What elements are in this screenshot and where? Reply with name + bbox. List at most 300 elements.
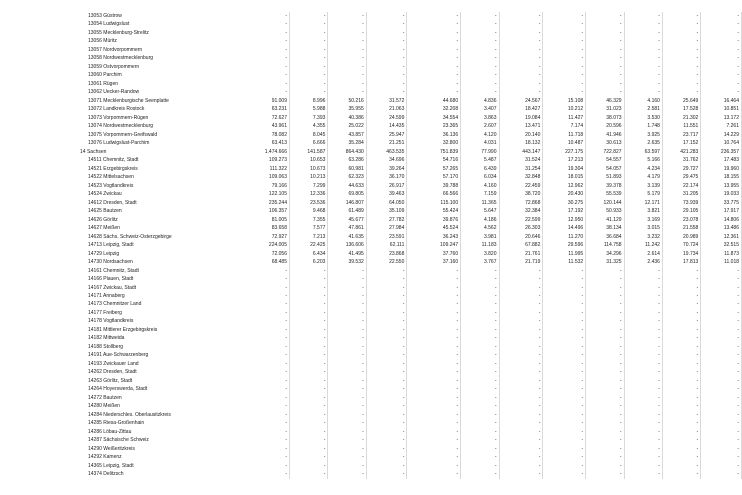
value-cell: 37.160 [407, 258, 461, 266]
value-cell: 2.581 [624, 105, 662, 113]
value-cell: 25.022 [328, 122, 366, 130]
value-cell: - [407, 385, 461, 393]
value-cell: - [624, 20, 662, 28]
value-cell: 31.572 [366, 97, 407, 105]
value-cell: 12.950 [543, 216, 586, 224]
table-row [52, 182, 742, 190]
value-cell: 17.213 [543, 156, 586, 164]
value-cell: 35.284 [328, 139, 366, 147]
value-cell: - [586, 20, 624, 28]
value-cell: - [499, 411, 543, 419]
value-cell: 91.009 [247, 97, 289, 105]
value-cell: - [407, 436, 461, 444]
value-cell: - [499, 334, 543, 342]
value-cell: - [461, 402, 499, 410]
value-cell: - [366, 351, 407, 359]
value-cell: - [701, 284, 742, 292]
value-cell: - [407, 309, 461, 317]
value-cell: - [366, 334, 407, 342]
region-name-cell: 13058 Nordwestmecklenburg [88, 55, 154, 62]
value-cell: 5.179 [624, 190, 662, 198]
value-cell: 19.960 [701, 165, 742, 173]
value-cell: - [247, 394, 289, 402]
value-cell: - [328, 275, 366, 283]
value-cell: 14.806 [701, 216, 742, 224]
value-cell: 7.299 [290, 182, 328, 190]
value-cell: - [586, 29, 624, 37]
value-cell: - [290, 88, 328, 96]
value-cell: 120.144 [586, 199, 624, 207]
value-cell: 443.147 [499, 148, 543, 156]
value-cell: - [662, 428, 700, 436]
value-cell: - [586, 300, 624, 308]
value-cell: 17.917 [701, 207, 742, 215]
value-cell: - [624, 88, 662, 96]
value-cell: - [624, 317, 662, 325]
value-cell: - [624, 462, 662, 470]
value-cell: - [461, 71, 499, 79]
value-cell: 63.413 [247, 139, 289, 147]
value-cell: - [366, 402, 407, 410]
value-cell: - [662, 317, 700, 325]
value-cell: 11.242 [624, 241, 662, 249]
region-name-cell: 14181 Mittlerer Erzgebirgskreis [88, 326, 158, 333]
value-cell: 18.015 [543, 173, 586, 181]
table-row [52, 453, 742, 461]
table-row [52, 12, 742, 20]
value-cell: - [407, 80, 461, 88]
value-cell: - [290, 267, 328, 275]
value-cell: - [701, 368, 742, 376]
value-cell: - [624, 419, 662, 427]
table-row [52, 326, 742, 334]
table-row [52, 402, 742, 410]
value-cell: - [624, 394, 662, 402]
value-cell: - [701, 80, 742, 88]
value-cell: - [499, 37, 543, 45]
value-cell: 235.244 [247, 199, 289, 207]
region-name-cell: 14173 Chemnitzer Land [88, 301, 142, 308]
table-row [52, 470, 742, 478]
value-cell: - [366, 470, 407, 478]
value-cell: - [662, 334, 700, 342]
value-cell: - [499, 88, 543, 96]
region-name-cell: 14628 Sächs. Schweiz-Osterzgebirge [88, 233, 172, 240]
value-cell: 44.633 [328, 182, 366, 190]
value-cell: - [328, 402, 366, 410]
value-cell: - [461, 462, 499, 470]
value-cell: - [624, 80, 662, 88]
value-cell: 109.247 [407, 241, 461, 249]
value-cell: - [290, 46, 328, 54]
region-name-cell: 14285 Riesa-Großenhain [88, 420, 145, 427]
value-cell: 30.613 [586, 139, 624, 147]
value-cell: - [701, 20, 742, 28]
value-cell: - [407, 12, 461, 20]
value-cell: - [586, 88, 624, 96]
value-cell: - [624, 436, 662, 444]
region-name-cell: 13061 Rügen [88, 80, 119, 87]
value-cell: - [624, 343, 662, 351]
value-cell: 10.487 [543, 139, 586, 147]
table-row [52, 292, 742, 300]
value-cell: - [247, 343, 289, 351]
value-cell: - [499, 275, 543, 283]
value-cell: - [662, 368, 700, 376]
value-cell: - [461, 385, 499, 393]
value-cell: - [461, 428, 499, 436]
value-cell: - [701, 317, 742, 325]
value-cell: - [624, 284, 662, 292]
value-cell: 3.139 [624, 182, 662, 190]
value-cell: - [461, 29, 499, 37]
value-cell: - [624, 368, 662, 376]
value-cell: 24.567 [499, 97, 543, 105]
value-cell: 68.485 [247, 258, 289, 266]
value-cell: - [407, 360, 461, 368]
value-cell: - [247, 46, 289, 54]
value-cell: - [499, 71, 543, 79]
value-cell: - [662, 29, 700, 37]
value-cell: 4.355 [290, 122, 328, 130]
value-cell: - [662, 470, 700, 478]
value-cell: - [461, 351, 499, 359]
value-cell: - [407, 351, 461, 359]
value-cell: - [461, 394, 499, 402]
value-cell: 421.283 [662, 148, 700, 156]
table-row [52, 114, 742, 122]
region-name-cell: 13056 Müritz [88, 38, 117, 45]
value-cell: - [247, 377, 289, 385]
value-cell: 39.264 [366, 165, 407, 173]
value-cell: 106.357 [247, 207, 289, 215]
value-cell: 31.205 [662, 190, 700, 198]
value-cell: - [543, 326, 586, 334]
value-cell: - [328, 377, 366, 385]
value-cell: - [499, 292, 543, 300]
value-cell: 72.056 [247, 250, 289, 258]
value-cell: 9.468 [290, 207, 328, 215]
value-cell: 55.424 [407, 207, 461, 215]
value-cell: - [543, 470, 586, 478]
value-cell: 21.558 [662, 224, 700, 232]
value-cell: 236.357 [701, 148, 742, 156]
value-cell: - [290, 275, 328, 283]
value-cell: 10.653 [290, 156, 328, 164]
value-cell: - [366, 428, 407, 436]
value-cell: - [328, 300, 366, 308]
value-cell: - [247, 385, 289, 393]
value-cell: - [247, 419, 289, 427]
value-cell: - [328, 54, 366, 62]
value-cell: - [407, 453, 461, 461]
value-cell: - [543, 12, 586, 20]
value-cell: - [407, 411, 461, 419]
value-cell: 111.322 [247, 165, 289, 173]
value-cell: - [543, 419, 586, 427]
region-name-cell: 14177 Freiberg [88, 309, 122, 316]
value-cell: - [701, 445, 742, 453]
value-cell: - [662, 385, 700, 393]
value-cell: - [543, 453, 586, 461]
value-cell: - [543, 54, 586, 62]
value-cell: - [543, 385, 586, 393]
value-cell: 109.273 [247, 156, 289, 164]
table-row [52, 173, 742, 181]
value-cell: - [586, 54, 624, 62]
value-cell: - [499, 470, 543, 478]
table-row [52, 122, 742, 130]
value-cell: 114.758 [586, 241, 624, 249]
value-cell: 18.132 [499, 139, 543, 147]
value-cell: - [499, 385, 543, 393]
value-cell: 32.208 [407, 105, 461, 113]
value-cell: - [407, 292, 461, 300]
value-cell: 24.599 [366, 114, 407, 122]
value-cell: 13.955 [701, 182, 742, 190]
value-cell: 16.464 [701, 97, 742, 105]
value-cell: - [701, 275, 742, 283]
table-row [52, 97, 742, 105]
value-cell: - [247, 88, 289, 96]
value-cell: - [407, 343, 461, 351]
value-cell: - [662, 275, 700, 283]
table-row [52, 309, 742, 317]
value-cell: - [461, 360, 499, 368]
value-cell: 31.524 [499, 156, 543, 164]
value-cell: - [662, 419, 700, 427]
value-cell: - [247, 326, 289, 334]
value-cell: 23.078 [662, 216, 700, 224]
value-cell: - [366, 309, 407, 317]
value-cell: 19.033 [701, 190, 742, 198]
value-cell: 4.120 [461, 131, 499, 139]
value-cell: - [407, 402, 461, 410]
value-cell: - [586, 351, 624, 359]
value-cell: 20.596 [586, 122, 624, 130]
region-name-cell: 14280 Meißen [88, 403, 120, 410]
value-cell: - [701, 411, 742, 419]
value-cell: 11.270 [543, 233, 586, 241]
region-name-cell: 14713 Leipzig, Stadt [88, 242, 134, 249]
value-cell: 11.365 [461, 199, 499, 207]
value-cell: - [328, 292, 366, 300]
value-cell: - [662, 351, 700, 359]
value-cell: - [461, 309, 499, 317]
value-cell: - [543, 334, 586, 342]
value-cell: - [499, 462, 543, 470]
value-cell: - [328, 419, 366, 427]
region-name-cell: 13055 Mecklenburg-Strelitz [88, 29, 149, 36]
value-cell: - [586, 419, 624, 427]
value-cell: - [366, 317, 407, 325]
value-cell: - [290, 80, 328, 88]
region-name-cell: 14166 Plauen, Stadt [88, 276, 134, 283]
value-cell: - [247, 71, 289, 79]
value-cell: - [701, 402, 742, 410]
value-cell: - [366, 88, 407, 96]
value-cell: - [701, 377, 742, 385]
value-cell: - [586, 411, 624, 419]
value-cell: - [461, 445, 499, 453]
value-cell: 35.109 [366, 207, 407, 215]
value-cell: 25.947 [366, 131, 407, 139]
value-cell: - [662, 436, 700, 444]
value-cell: - [247, 275, 289, 283]
table-row [52, 63, 742, 71]
value-cell: - [366, 46, 407, 54]
value-cell: 12.171 [624, 199, 662, 207]
value-cell: - [461, 411, 499, 419]
value-cell: 26.303 [499, 224, 543, 232]
region-name-cell: 14161 Chemnitz, Stadt [88, 267, 139, 274]
value-cell: - [543, 411, 586, 419]
region-name-cell: 13053 Güstrow [88, 13, 122, 19]
value-cell: - [499, 360, 543, 368]
value-cell: - [366, 462, 407, 470]
value-cell: - [543, 292, 586, 300]
value-cell: - [662, 267, 700, 275]
value-cell: - [366, 54, 407, 62]
value-cell: 4.234 [624, 165, 662, 173]
region-name-cell: 13073 Vorpommern-Rügen [88, 114, 149, 121]
value-cell: 13.471 [499, 122, 543, 130]
region-name-cell: 13060 Parchim [88, 72, 122, 79]
value-cell: - [247, 80, 289, 88]
value-cell: 4.562 [461, 224, 499, 232]
value-cell: - [407, 462, 461, 470]
value-cell: 36.170 [366, 173, 407, 181]
value-cell: - [407, 46, 461, 54]
value-cell: - [290, 453, 328, 461]
value-cell: 4.179 [624, 173, 662, 181]
value-cell: - [407, 377, 461, 385]
value-cell: - [662, 326, 700, 334]
value-cell: - [247, 445, 289, 453]
value-cell: 44.680 [407, 97, 461, 105]
value-cell: 136.606 [328, 241, 366, 249]
value-cell: - [624, 385, 662, 393]
district-table [52, 12, 742, 479]
value-cell: 39.876 [407, 216, 461, 224]
region-name-cell: 14286 Löbau-Zittau [88, 428, 132, 435]
value-cell: 31.254 [499, 165, 543, 173]
value-cell: - [290, 385, 328, 393]
value-cell: 115.100 [407, 199, 461, 207]
value-cell: - [586, 37, 624, 45]
value-cell: - [366, 284, 407, 292]
value-cell: - [543, 368, 586, 376]
value-cell: - [662, 445, 700, 453]
value-cell: 4.836 [461, 97, 499, 105]
value-cell: 21.302 [662, 114, 700, 122]
value-cell: - [366, 275, 407, 283]
value-cell: - [543, 402, 586, 410]
value-cell: - [366, 360, 407, 368]
value-cell: 141.587 [290, 148, 328, 156]
region-name-cell: 14178 Vogtlandkreis [88, 318, 134, 325]
table-row [52, 428, 742, 436]
value-cell: - [701, 419, 742, 427]
value-cell: - [407, 394, 461, 402]
region-name-cell: 14287 Sächsische Schweiz [88, 437, 149, 444]
value-cell: 722.827 [586, 148, 624, 156]
value-cell: - [662, 292, 700, 300]
value-cell: 751.839 [407, 148, 461, 156]
value-cell: - [247, 368, 289, 376]
value-cell: 67.882 [499, 241, 543, 249]
value-cell: 12.962 [543, 182, 586, 190]
value-cell: - [701, 292, 742, 300]
value-cell: - [366, 300, 407, 308]
table-row [52, 250, 742, 258]
value-cell: - [290, 37, 328, 45]
value-cell: - [407, 54, 461, 62]
value-cell: 11.995 [543, 250, 586, 258]
value-cell: 69.805 [328, 190, 366, 198]
value-cell: - [586, 292, 624, 300]
value-cell: - [366, 20, 407, 28]
value-cell: - [624, 267, 662, 275]
region-name-cell: 14729 Leipzig [88, 250, 120, 257]
region-name-cell: 13057 Nordvorpommern [88, 46, 143, 53]
value-cell: 8.045 [290, 131, 328, 139]
value-cell: 26.917 [366, 182, 407, 190]
value-cell: 7.355 [290, 216, 328, 224]
value-cell: - [624, 275, 662, 283]
region-name-cell: 13072 Landkreis Rostock [88, 106, 145, 113]
value-cell: 224.005 [247, 241, 289, 249]
value-cell: 32.800 [407, 139, 461, 147]
value-cell: - [328, 343, 366, 351]
table-row [52, 139, 742, 147]
value-cell: 31.762 [662, 156, 700, 164]
region-name-cell: 14365 Leipzig, Stadt [88, 462, 134, 469]
table-row [52, 241, 742, 249]
region-name-cell: 13076 Ludwigslust-Parchim [88, 140, 150, 147]
table-row [52, 360, 742, 368]
value-cell: - [624, 470, 662, 478]
value-cell: 146.807 [328, 199, 366, 207]
value-cell: - [543, 351, 586, 359]
value-cell: 64.050 [366, 199, 407, 207]
value-cell: - [407, 29, 461, 37]
value-cell: - [624, 309, 662, 317]
value-cell: 11.018 [701, 258, 742, 266]
value-cell: - [662, 46, 700, 54]
value-cell: - [461, 80, 499, 88]
value-cell: 5.647 [461, 207, 499, 215]
table-row [52, 29, 742, 37]
value-cell: 19.084 [499, 114, 543, 122]
value-cell: 2.635 [624, 139, 662, 147]
value-cell: 41.635 [328, 233, 366, 241]
value-cell: 38.720 [499, 190, 543, 198]
value-cell: - [328, 12, 366, 20]
region-name-cell: 14272 Bautzen [88, 394, 122, 401]
value-cell: - [586, 80, 624, 88]
value-cell: - [662, 12, 700, 20]
value-cell: - [328, 453, 366, 461]
value-cell: - [586, 385, 624, 393]
value-cell: - [290, 436, 328, 444]
value-cell: 17.152 [662, 139, 700, 147]
value-cell: 54.057 [586, 165, 624, 173]
value-cell: - [499, 351, 543, 359]
value-cell: - [543, 360, 586, 368]
value-cell: - [701, 343, 742, 351]
value-cell: - [662, 462, 700, 470]
